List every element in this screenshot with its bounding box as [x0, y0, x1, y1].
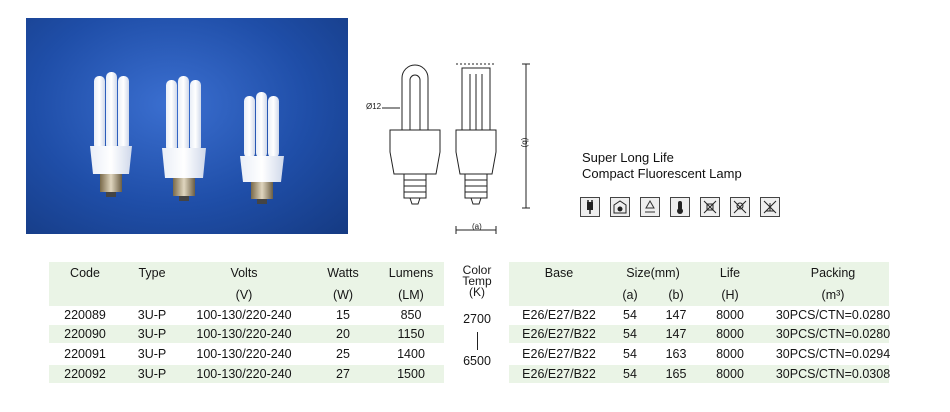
cell-life: 8000	[716, 347, 744, 361]
color-temp-low: 2700	[463, 312, 491, 326]
no-outdoor-icon	[730, 197, 750, 217]
lamp-housing-icon	[610, 197, 630, 217]
no-dimmer-icon	[700, 197, 720, 217]
lamp-1	[90, 72, 132, 197]
cell-packing: 30PCS/CTN=0.0280	[775, 327, 891, 341]
recycle-icon	[640, 197, 660, 217]
header-packing: Packing	[810, 266, 856, 280]
header-lumens: Lumens	[388, 266, 434, 280]
cell-lumens: 850	[400, 308, 422, 322]
unit-packing: (m³)	[821, 288, 845, 302]
technical-drawing	[360, 50, 560, 240]
lamp-3	[240, 92, 284, 204]
color-temp-high: 6500	[463, 354, 491, 368]
diameter-label: Ø12	[366, 102, 382, 111]
unit-size-b: (b)	[668, 288, 684, 302]
cell-life: 8000	[716, 367, 744, 381]
unit-size-a: (a)	[622, 288, 638, 302]
header-watts: Watts	[327, 266, 359, 280]
cell-watts: 15	[336, 308, 350, 322]
unit-watts: (W)	[332, 288, 354, 302]
cell-size-a: 54	[623, 308, 637, 322]
height-dimension-label: (b)	[520, 137, 530, 148]
cell-life: 8000	[716, 327, 744, 341]
cell-base: E26/E27/B22	[522, 347, 596, 361]
cell-code: 220090	[64, 327, 106, 341]
cell-life: 8000	[716, 308, 744, 322]
header-color-temp-line-3: (K)	[469, 285, 485, 299]
cell-packing: 30PCS/CTN=0.0294	[775, 347, 891, 361]
header-life: Life	[719, 266, 741, 280]
cell-volts: 100-130/220-240	[196, 327, 292, 341]
cell-code: 220089	[64, 308, 106, 322]
header-code: Code	[70, 266, 100, 280]
header-volts: Volts	[230, 266, 258, 280]
lamp-photo-illustration	[26, 18, 348, 234]
unit-life: (H)	[721, 288, 739, 302]
cell-type: 3U-P	[137, 367, 167, 381]
cell-watts: 25	[336, 347, 350, 361]
cell-size-b: 147	[665, 308, 687, 322]
cell-watts: 27	[336, 367, 350, 381]
thermometer-icon	[670, 197, 690, 217]
cell-base: E26/E27/B22	[522, 327, 596, 341]
cell-lumens: 1150	[397, 327, 425, 341]
cell-volts: 100-130/220-240	[196, 367, 292, 381]
cell-base: E26/E27/B22	[522, 367, 596, 381]
product-title-line-1: Super Long Life	[582, 150, 674, 165]
cell-size-a: 54	[623, 327, 637, 341]
cell-lumens: 1400	[397, 347, 425, 361]
header-color-temp	[462, 265, 491, 298]
cell-base: E26/E27/B22	[522, 308, 596, 322]
width-dimension-label: (a)	[472, 222, 482, 231]
cell-lumens: 1500	[397, 367, 425, 381]
color-temp-range-bar	[477, 332, 478, 350]
cell-size-a: 54	[623, 367, 637, 381]
header-color-temp-line-1: Color	[462, 263, 492, 277]
header-color-temp-line-2: Temp	[462, 274, 492, 288]
cell-type: 3U-P	[137, 308, 167, 322]
header-type: Type	[138, 266, 166, 280]
unit-lumens: (LM)	[398, 288, 424, 302]
cell-volts: 100-130/220-240	[196, 347, 292, 361]
cell-code: 220092	[64, 367, 106, 381]
cell-size-b: 165	[665, 367, 687, 381]
cell-packing: 30PCS/CTN=0.0280	[775, 308, 891, 322]
unit-volts: (V)	[235, 288, 253, 302]
product-title	[582, 150, 742, 182]
spec-table	[49, 258, 889, 388]
no-enclosed-fixture-icon	[760, 197, 780, 217]
header-base: Base	[544, 266, 574, 280]
lamp-2	[162, 76, 206, 201]
plug-icon	[580, 197, 600, 217]
cell-code: 220091	[64, 347, 106, 361]
cell-size-b: 163	[665, 347, 687, 361]
feature-icon-row	[580, 197, 780, 217]
header-size: Size(mm)	[626, 266, 680, 280]
lamp-dimension-drawing	[360, 50, 560, 240]
cell-type: 3U-P	[137, 327, 167, 341]
cell-size-a: 54	[623, 347, 637, 361]
cell-type: 3U-P	[137, 347, 167, 361]
product-photo	[26, 18, 348, 234]
cell-volts: 100-130/220-240	[196, 308, 292, 322]
cell-packing: 30PCS/CTN=0.0308	[775, 367, 891, 381]
cell-size-b: 147	[665, 327, 687, 341]
cell-watts: 20	[336, 327, 350, 341]
product-title-line-2: Compact Fluorescent Lamp	[582, 166, 742, 181]
